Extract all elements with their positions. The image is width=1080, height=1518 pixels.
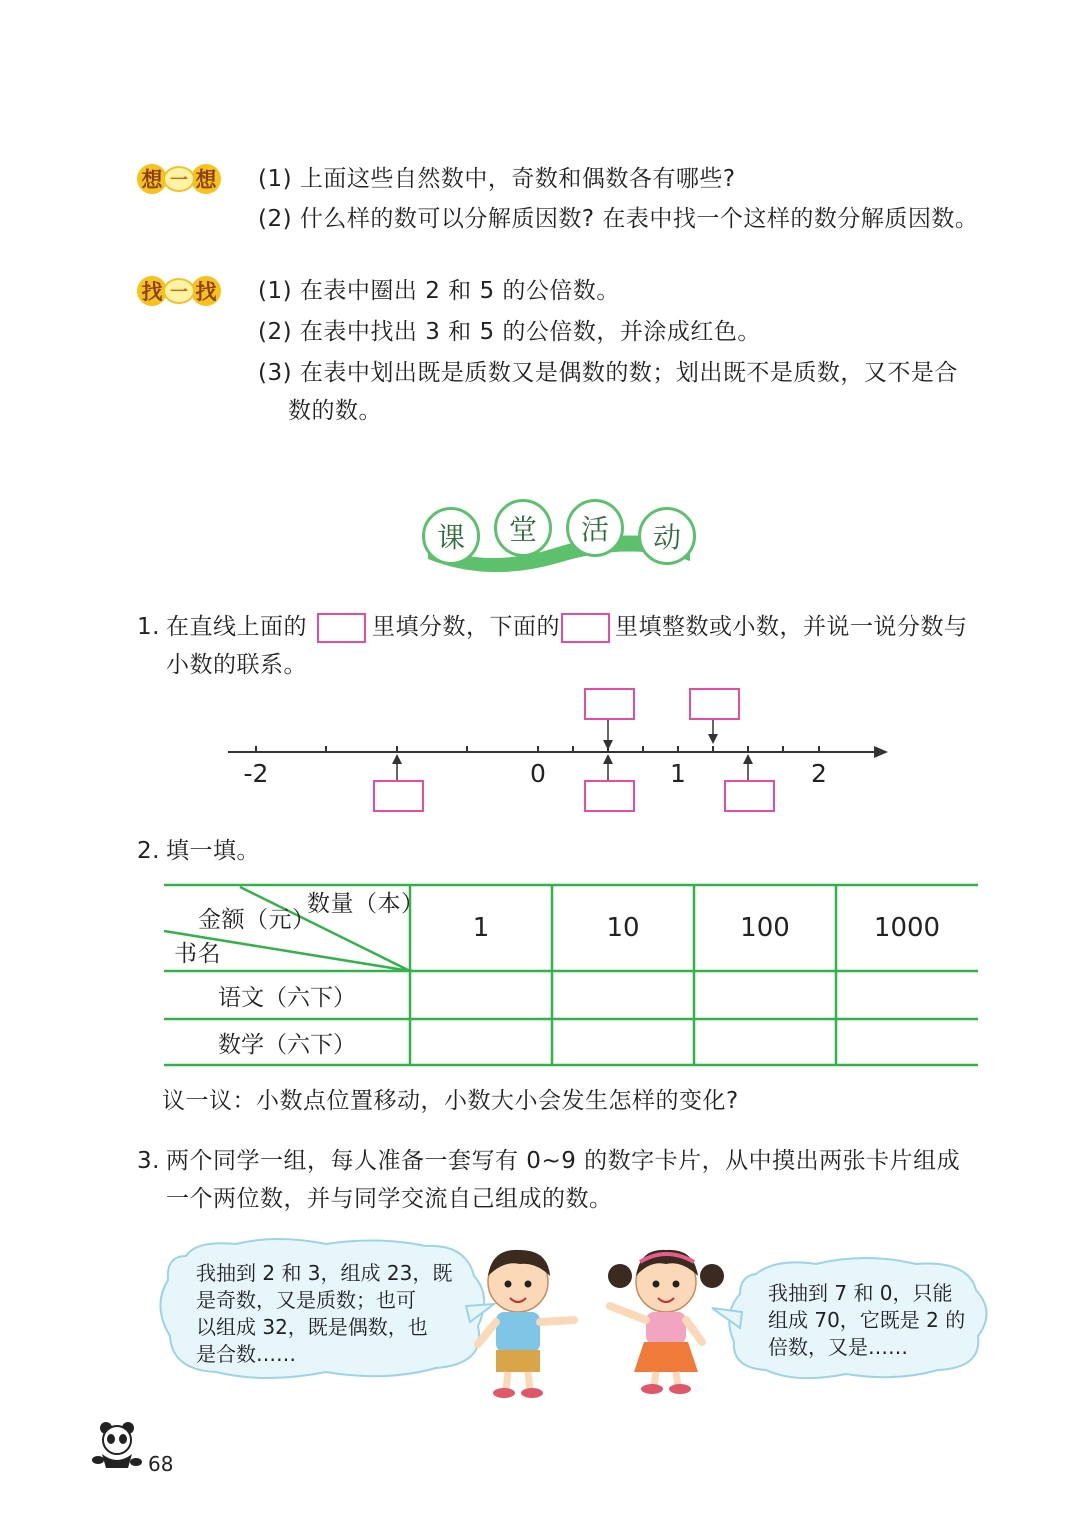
axis-label: 1 (670, 759, 686, 788)
think-badge (137, 164, 221, 194)
header-amount: 金额（元） (198, 907, 316, 933)
price-table (164, 883, 978, 1067)
decimal-box[interactable] (724, 780, 775, 812)
boy-bubble-line: 是合数…… (196, 1342, 296, 1366)
q2-number: 2. (137, 838, 160, 864)
activity-char: 堂 (494, 499, 552, 557)
think-badge-char: 想 (191, 164, 221, 194)
row-header: 语文（六下） (218, 984, 356, 1011)
activity-char: 课 (422, 507, 480, 565)
find-badge (137, 276, 221, 306)
q1-text: 里填分数，下面的 (372, 614, 560, 640)
q2-title: 填一填。 (166, 838, 260, 864)
q2-discuss: 议一议：小数点位置移动，小数大小会发生怎样的变化? (162, 1088, 739, 1114)
find-line: 数的数。 (288, 398, 382, 424)
decimal-box[interactable] (373, 780, 424, 812)
answer-box[interactable] (561, 613, 610, 643)
header-book: 书名 (174, 941, 221, 967)
activity-char: 动 (638, 507, 696, 565)
axis-label: 2 (811, 759, 827, 788)
girl-bubble-line: 我抽到 7 和 0，只能 (768, 1281, 953, 1305)
activity-char: 活 (566, 499, 624, 557)
number-line (220, 680, 900, 820)
fraction-box[interactable] (689, 688, 740, 720)
column-header: 1 (472, 913, 490, 943)
think-badge-char: 想 (137, 164, 167, 194)
answer-box[interactable] (317, 613, 366, 643)
boy-bubble-line: 我抽到 2 和 3，组成 23，既 (196, 1261, 453, 1285)
find-line: (1) 在表中圈出 2 和 5 的公倍数。 (258, 278, 620, 304)
row-header: 数学（六下） (218, 1031, 356, 1058)
find-badge-char: 找 (137, 276, 167, 306)
think-line: (2) 什么样的数可以分解质因数? 在表中找一个这样的数分解质因数。 (258, 206, 979, 232)
column-header: 10 (606, 913, 640, 943)
think-line: (1) 上面这些自然数中，奇数和偶数各有哪些? (258, 166, 736, 192)
q1-text: 里填整数或小数，并说一说分数与 (615, 614, 968, 640)
column-header: 1000 (873, 913, 941, 943)
girl-bubble-line: 组成 70，它既是 2 的 (768, 1308, 966, 1332)
boy-illustration (470, 1246, 580, 1401)
find-badge-char: 一 (163, 278, 195, 304)
boy-bubble-line: 以组成 32，既是偶数，也 (196, 1315, 428, 1339)
panda-icon (92, 1420, 142, 1472)
q3-text: 一个两位数，并与同学交流自己组成的数。 (166, 1186, 613, 1212)
header-quantity: 数量（本） (307, 891, 425, 917)
column-header: 100 (740, 913, 790, 943)
q3-number: 3. (137, 1148, 160, 1174)
page-number: 68 (148, 1452, 174, 1476)
q1-text: 在直线上面的 (166, 614, 307, 640)
boy-bubble-line: 是奇数，又是质数；也可 (196, 1288, 416, 1312)
girl-bubble-line: 倍数，又是…… (768, 1335, 908, 1359)
find-line: (3) 在表中划出既是质数又是偶数的数；划出既不是质数，又不是合 (258, 360, 958, 386)
activity-banner (418, 495, 698, 575)
fraction-box[interactable] (584, 688, 635, 720)
find-badge-char: 找 (191, 276, 221, 306)
q3-text: 两个同学一组，每人准备一套写有 0~9 的数字卡片，从中摸出两张卡片组成 (166, 1148, 961, 1174)
axis-label: -2 (243, 759, 269, 788)
axis-label: 0 (530, 759, 546, 788)
q1-text: 小数的联系。 (166, 652, 307, 678)
q1-number: 1. (137, 614, 160, 640)
think-badge-char: 一 (163, 166, 195, 192)
decimal-box[interactable] (584, 780, 635, 812)
find-line: (2) 在表中找出 3 和 5 的公倍数，并涂成红色。 (258, 319, 761, 345)
